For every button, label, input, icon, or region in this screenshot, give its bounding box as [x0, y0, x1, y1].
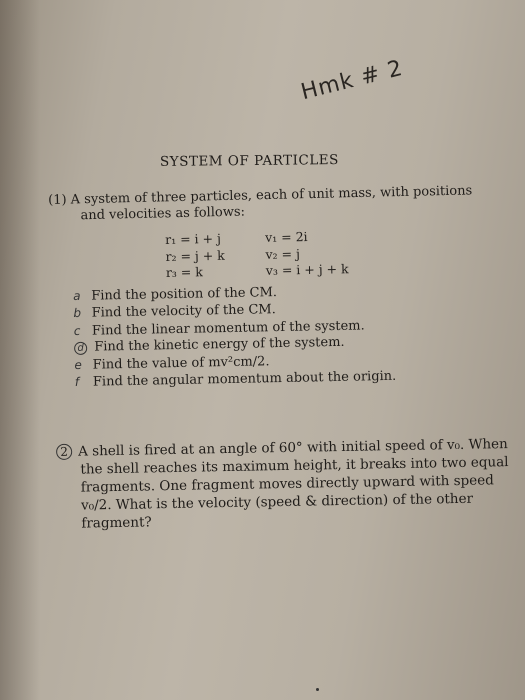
ink-dot — [316, 688, 319, 691]
velocity-equation: v₃ = i + j + k — [265, 261, 349, 278]
problem-1-items — [73, 282, 396, 392]
item-text: Find the velocity of the CM. — [91, 302, 276, 322]
item-text: Find the position of the CM. — [91, 285, 278, 304]
item-text: Find the linear momentum of the system. — [91, 318, 365, 339]
position-equation: r₁ = i + j — [165, 230, 222, 247]
item-marker: f — [74, 374, 80, 390]
item-marker: d — [74, 342, 87, 355]
problem-1-line: (1) A system of three particles, each of unit mass, with positions — [48, 183, 473, 208]
page-shadow — [0, 0, 40, 700]
equations-block — [165, 228, 349, 281]
position-equation: r₃ = k — [165, 264, 203, 280]
item-marker: b — [73, 306, 82, 321]
problem-2 — [56, 435, 509, 533]
problem-1-intro — [48, 183, 473, 225]
problem-2-line: the shell reaches its maximum height, it breaks into two equal — [80, 454, 509, 478]
velocity-equation: v₂ = j — [265, 245, 301, 262]
item-marker: c — [73, 323, 81, 338]
problem-1-line: and velocities as follows: — [80, 204, 246, 224]
page-title: SYSTEM OF PARTICLES — [159, 152, 339, 170]
handwritten-note: Hmk # 2 — [298, 55, 406, 106]
item-marker: e — [74, 357, 82, 372]
item-text: Find the kinetic energy of the system. — [94, 335, 345, 355]
equation-row — [166, 261, 349, 281]
problem-2-line: fragment? — [81, 514, 152, 532]
item-text: Find the angular momentum about the origin. — [92, 368, 397, 390]
problem-number: 2 — [56, 444, 72, 460]
problem-2-line: fragments. One fragment moves directly upward with speed — [80, 472, 494, 496]
problem-2-text: A shell is fired at an angle of 60° with initial speed of v₀. When — [78, 436, 508, 460]
problem-2-line: v₀/2. What is the velocity (speed & direction) of the other — [80, 490, 474, 514]
velocity-equation: v₁ = 2i — [264, 229, 308, 245]
position-equation: r₂ = j + k — [165, 247, 225, 264]
item-marker: a — [73, 288, 81, 303]
item-text: Find the value of mv²cm/2. — [92, 353, 270, 373]
